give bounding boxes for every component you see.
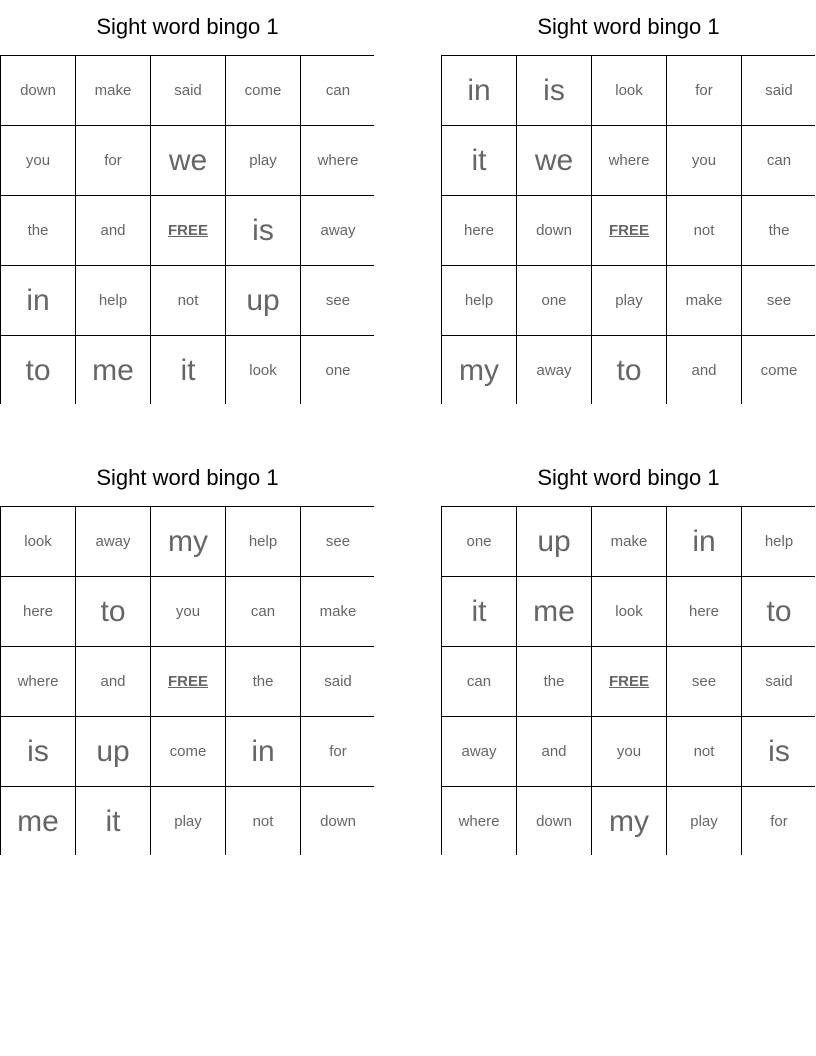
bingo-grid [441, 506, 815, 855]
bingo-cell: to [592, 336, 666, 405]
bingo-cell: help [442, 266, 516, 335]
bingo-cell: come [151, 717, 225, 786]
bingo-cell: one [301, 336, 375, 405]
bingo-cell: to [76, 577, 150, 646]
bingo-cell: where [442, 787, 516, 856]
bingo-cell: can [442, 647, 516, 716]
bingo-cell: down [517, 196, 591, 265]
bingo-cell: look [592, 56, 666, 125]
bingo-cell: help [76, 266, 150, 335]
bingo-cell: is [1, 717, 75, 786]
bingo-cell: we [517, 126, 591, 195]
bingo-cell: me [76, 336, 150, 405]
bingo-cell: is [226, 196, 300, 265]
bingo-card-1 [0, 0, 375, 404]
bingo-cell: come [742, 336, 816, 405]
bingo-cell: you [151, 577, 225, 646]
bingo-cell: my [151, 507, 225, 576]
bingo-card-2 [441, 0, 816, 404]
bingo-cell: not [667, 196, 741, 265]
bingo-cell: said [301, 647, 375, 716]
bingo-cell: look [226, 336, 300, 405]
card-title: Sight word bingo 1 [96, 465, 279, 490]
bingo-cell: here [442, 196, 516, 265]
bingo-cell: said [742, 647, 816, 716]
bingo-card-4 [441, 451, 816, 855]
bingo-cell: see [301, 507, 375, 576]
bingo-cell: away [76, 507, 150, 576]
free-space-cell: FREE [151, 196, 225, 265]
bingo-cell: up [517, 507, 591, 576]
free-space-cell: FREE [592, 647, 666, 716]
bingo-cell: down [517, 787, 591, 856]
bingo-grid [441, 55, 815, 404]
bingo-cell: is [517, 56, 591, 125]
bingo-cell: and [517, 717, 591, 786]
bingo-cell: to [1, 336, 75, 405]
bingo-cell: the [517, 647, 591, 716]
bingo-cell: to [742, 577, 816, 646]
free-space-cell: FREE [151, 647, 225, 716]
card-title: Sight word bingo 1 [537, 14, 720, 39]
bingo-cell: come [226, 56, 300, 125]
bingo-cell: it [442, 126, 516, 195]
bingo-cell: for [742, 787, 816, 856]
card-title: Sight word bingo 1 [96, 14, 279, 39]
bingo-cell: it [442, 577, 516, 646]
bingo-cell: said [742, 56, 816, 125]
bingo-grid [0, 506, 374, 855]
bingo-cell: we [151, 126, 225, 195]
bingo-cell: you [1, 126, 75, 195]
bingo-cell: where [1, 647, 75, 716]
bingo-grid [0, 55, 374, 404]
bingo-cell: here [1, 577, 75, 646]
bingo-cell: down [1, 56, 75, 125]
bingo-cell: for [76, 126, 150, 195]
bingo-cell: away [517, 336, 591, 405]
bingo-cell: look [592, 577, 666, 646]
bingo-cell: it [76, 787, 150, 856]
bingo-cell: one [517, 266, 591, 335]
bingo-cell: my [442, 336, 516, 405]
bingo-cell: and [667, 336, 741, 405]
bingo-cell: see [742, 266, 816, 335]
bingo-cell: away [301, 196, 375, 265]
bingo-cell: for [301, 717, 375, 786]
bingo-cell: where [592, 126, 666, 195]
bingo-cell: me [1, 787, 75, 856]
bingo-cell: where [301, 126, 375, 195]
bingo-cell: said [151, 56, 225, 125]
bingo-cell: the [1, 196, 75, 265]
bingo-cell: make [667, 266, 741, 335]
bingo-cell: and [76, 196, 150, 265]
bingo-cell: the [742, 196, 816, 265]
bingo-cell: not [151, 266, 225, 335]
bingo-cell: look [1, 507, 75, 576]
bingo-cell: it [151, 336, 225, 405]
bingo-cell: make [301, 577, 375, 646]
bingo-cell: can [226, 577, 300, 646]
bingo-cell: see [301, 266, 375, 335]
bingo-cell: not [667, 717, 741, 786]
bingo-cell: play [592, 266, 666, 335]
bingo-cell: play [151, 787, 225, 856]
bingo-cell: in [1, 266, 75, 335]
bingo-cell: my [592, 787, 666, 856]
bingo-cell: can [742, 126, 816, 195]
bingo-cell: down [301, 787, 375, 856]
bingo-cell: up [226, 266, 300, 335]
bingo-cell: play [226, 126, 300, 195]
bingo-cell: me [517, 577, 591, 646]
bingo-cell: help [226, 507, 300, 576]
bingo-cell: away [442, 717, 516, 786]
bingo-cell: not [226, 787, 300, 856]
bingo-cell: here [667, 577, 741, 646]
bingo-cell: make [76, 56, 150, 125]
bingo-cell: see [667, 647, 741, 716]
bingo-cell: make [592, 507, 666, 576]
bingo-cell: play [667, 787, 741, 856]
bingo-cell: in [442, 56, 516, 125]
free-space-cell: FREE [592, 196, 666, 265]
bingo-cell: in [226, 717, 300, 786]
bingo-cell: for [667, 56, 741, 125]
bingo-card-3 [0, 451, 375, 855]
bingo-cell: you [667, 126, 741, 195]
bingo-cell: up [76, 717, 150, 786]
bingo-cell: help [742, 507, 816, 576]
bingo-cell: can [301, 56, 375, 125]
bingo-cell: the [226, 647, 300, 716]
bingo-cell: in [667, 507, 741, 576]
bingo-cell: you [592, 717, 666, 786]
card-title: Sight word bingo 1 [537, 465, 720, 490]
bingo-cell: is [742, 717, 816, 786]
bingo-cell: and [76, 647, 150, 716]
bingo-cell: one [442, 507, 516, 576]
